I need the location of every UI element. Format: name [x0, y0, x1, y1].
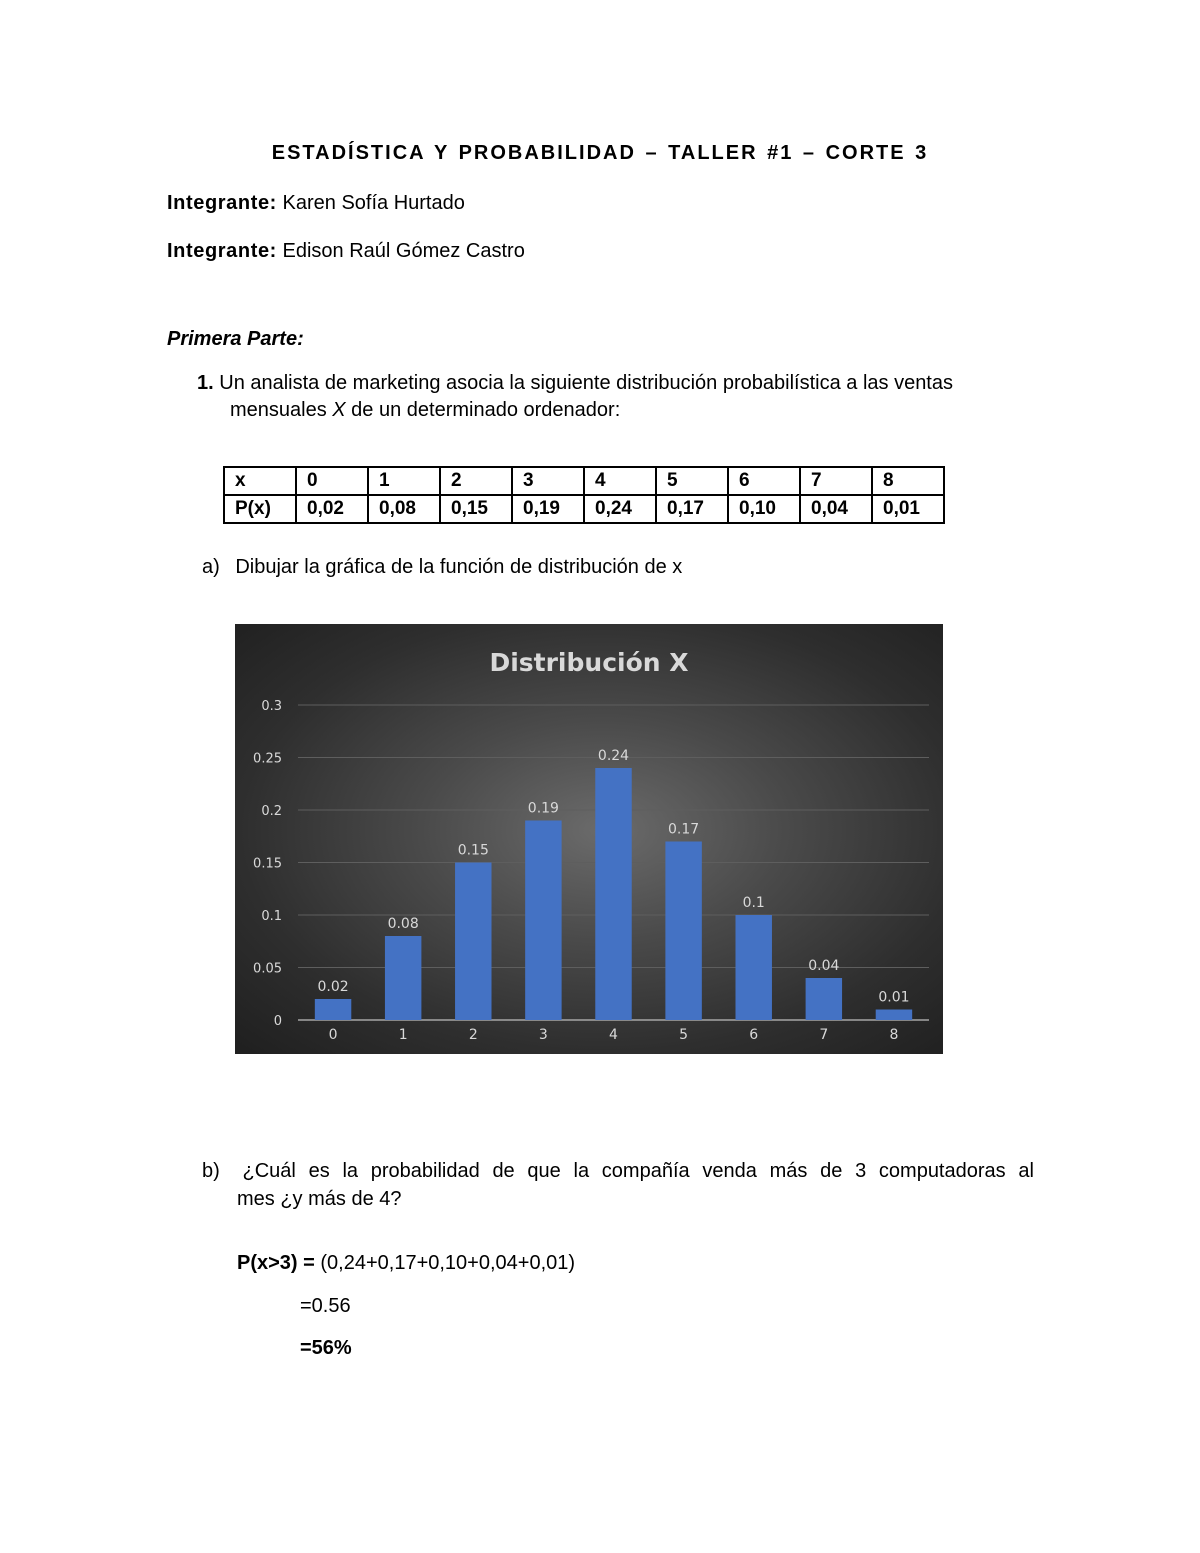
variable-x: X [332, 399, 346, 421]
bar [806, 978, 842, 1020]
table-cell: 4 [584, 467, 656, 495]
data-label: 0.15 [457, 842, 489, 859]
answer-result-decimal: =0.56 [300, 1295, 351, 1317]
x-tick-label: 2 [468, 1027, 478, 1043]
bar [595, 768, 631, 1020]
x-tick-label: 1 [398, 1027, 408, 1043]
bar [735, 915, 771, 1020]
member-name: Karen Sofía Hurtado [282, 192, 465, 214]
data-label: 0.01 [878, 989, 910, 1006]
chart-container [235, 624, 943, 1054]
y-tick-label: 0.3 [261, 699, 282, 714]
qb-word: que [527, 1160, 561, 1182]
y-tick-label: 0 [273, 1014, 282, 1029]
qb-word: ¿Cuál [242, 1160, 296, 1182]
qb-word: venda [702, 1160, 757, 1182]
bar-chart [235, 624, 943, 1054]
qb-word: más [769, 1160, 808, 1182]
table-cell: 6 [728, 467, 800, 495]
x-tick-label: 0 [328, 1027, 338, 1043]
table-cell: 0,02 [296, 495, 368, 523]
formula-expression: (0,24+0,17+0,10+0,04+0,01) [314, 1252, 576, 1274]
bar [665, 842, 701, 1021]
data-label: 0.04 [808, 958, 840, 974]
table-row-x [224, 467, 944, 495]
table-cell: 0,08 [368, 495, 440, 523]
question-a-text: Dibujar la gráfica de la función de distribución de x [235, 556, 683, 578]
part-heading: Primera Parte: [167, 328, 304, 350]
question-a-label: a) [202, 556, 220, 578]
member-1 [167, 192, 465, 215]
x-tick-label: 5 [679, 1027, 689, 1043]
text-fragment: de un determinado ordenador: [345, 399, 621, 421]
data-label: 0.19 [527, 800, 559, 817]
question-text-line2 [197, 397, 1027, 424]
y-tick-label: 0.05 [253, 961, 282, 977]
table-cell: 0,19 [512, 495, 584, 523]
table-cell: 0,24 [584, 495, 656, 523]
qb-word: la [573, 1160, 590, 1182]
qb-word: al [1018, 1160, 1034, 1182]
table-cell: 0 [296, 467, 368, 495]
answer-formula [237, 1252, 575, 1275]
data-label: 0.17 [668, 821, 700, 838]
x-tick-label: 3 [538, 1027, 548, 1043]
bar [385, 936, 421, 1020]
data-label: 0.02 [317, 979, 349, 995]
answer-result-percent: =56% [300, 1337, 352, 1359]
table-cell: 3 [512, 467, 584, 495]
data-label: 0.08 [387, 916, 419, 932]
table-cell: 5 [656, 467, 728, 495]
table-cell: 1 [368, 467, 440, 495]
y-tick-label: 0.25 [253, 751, 282, 767]
x-tick-label: 7 [819, 1027, 829, 1043]
qb-word: computadoras [878, 1160, 1006, 1182]
member-2 [167, 240, 525, 263]
qb-word: 3 [855, 1160, 867, 1182]
question-b-line1 [202, 1157, 1034, 1185]
text-fragment: mensuales [230, 399, 333, 421]
question-b [202, 1157, 1034, 1213]
table-header-p: P(x) [224, 495, 296, 523]
table-cell: 7 [800, 467, 872, 495]
table-row-p [224, 495, 944, 523]
formula-label: P(x>3) = [237, 1252, 315, 1274]
table-cell: 8 [872, 467, 944, 495]
page-title: ESTADÍSTICA Y PROBABILIDAD – TALLER #1 – CORTE 3 [271, 142, 929, 164]
qb-word: probabilidad [370, 1160, 480, 1182]
bar [876, 1010, 912, 1021]
qb-word: de [492, 1160, 515, 1182]
qb-word: la [342, 1160, 359, 1182]
question-b-line2: mes ¿y más de 4? [237, 1188, 402, 1210]
member-name: Edison Raúl Gómez Castro [282, 240, 525, 262]
data-label: 0.24 [597, 748, 630, 764]
table-cell: 2 [440, 467, 512, 495]
member-label: Integrante: [167, 192, 277, 214]
table-cell: 0,15 [440, 495, 512, 523]
qb-word: es [308, 1160, 330, 1182]
table-cell: 0,04 [800, 495, 872, 523]
question-text-line1: Un analista de marketing asocia la siguiente distribución probabilística a las ventas [219, 372, 953, 394]
question-number: 1. [197, 372, 214, 394]
x-tick-label: 8 [889, 1027, 899, 1043]
bar [455, 863, 491, 1021]
x-tick-label: 4 [609, 1027, 618, 1043]
question-b-label: b) [202, 1160, 220, 1182]
table-cell: 0,10 [728, 495, 800, 523]
y-tick-label: 0.1 [261, 909, 282, 924]
question-a [202, 556, 682, 579]
x-tick-label: 6 [749, 1027, 759, 1043]
qb-word: de [820, 1160, 843, 1182]
data-label: 0.1 [742, 895, 765, 911]
y-tick-label: 0.15 [253, 856, 282, 872]
bar [315, 999, 351, 1020]
chart-title: Distribución X [489, 648, 689, 677]
bar [525, 821, 561, 1021]
qb-word: compañía [601, 1160, 690, 1182]
table-header-x: x [224, 467, 296, 495]
table-cell: 0,17 [656, 495, 728, 523]
table-cell: 0,01 [872, 495, 944, 523]
member-label: Integrante: [167, 240, 277, 262]
y-tick-label: 0.2 [261, 804, 282, 819]
distribution-table [223, 466, 945, 524]
question-1 [197, 370, 1027, 424]
